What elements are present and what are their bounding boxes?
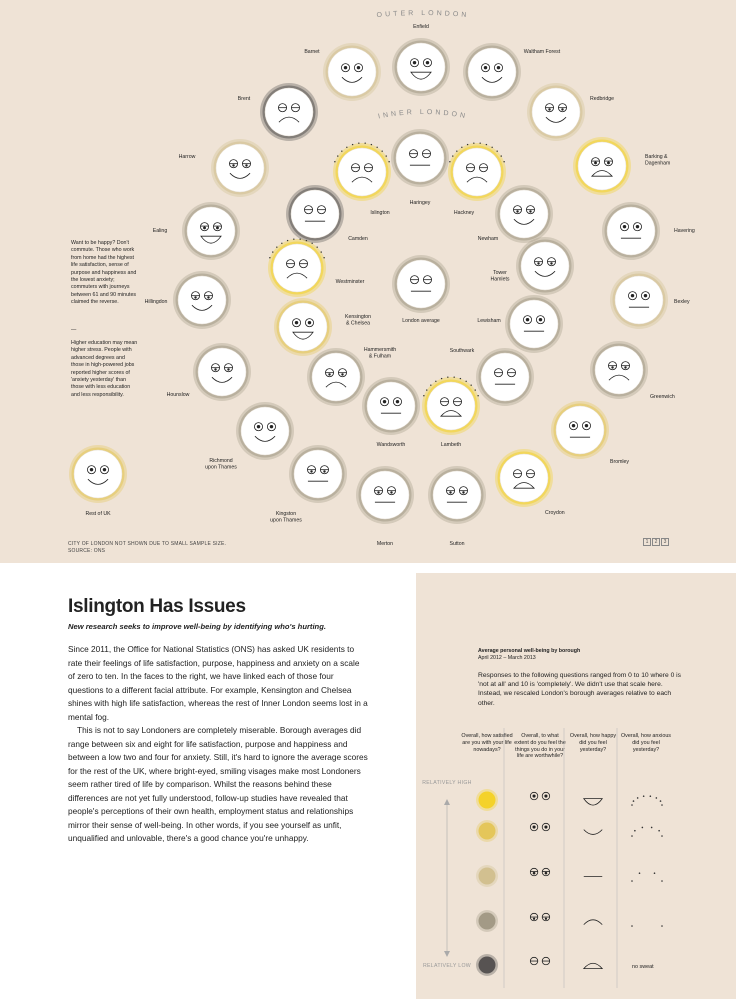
borough-label: Harrow — [178, 154, 196, 160]
borough-label: Barnet — [304, 49, 320, 55]
borough-label: Enfield — [413, 24, 429, 30]
legend-title: Average personal well-being by borough — [478, 648, 581, 654]
borough-label: Waltham Forest — [523, 49, 561, 55]
legend-mouth — [584, 830, 602, 835]
borough-label: Bexley — [674, 299, 690, 305]
page-1[interactable]: 1 — [643, 538, 651, 546]
borough-label: Hackney — [453, 210, 475, 216]
face-camden — [286, 185, 344, 243]
legend-eyes — [530, 957, 549, 964]
face-london-average — [392, 255, 450, 313]
face-newham — [495, 185, 553, 243]
face-tower-hamlets — [516, 237, 574, 295]
face-islington — [333, 142, 391, 201]
legend-eyes — [530, 792, 549, 799]
education-note: Higher education may mean higher stress. People with advanced degrees and those in high-powered jobs reported higher scores of 'anxiety yesterday' than those with less education and less responsibility. — [71, 340, 138, 398]
face-bexley — [610, 271, 668, 329]
legend-sweat — [631, 925, 663, 927]
face-southwark — [476, 348, 534, 406]
borough-label: Westminster — [335, 279, 365, 285]
borough-label: upon Thames — [205, 464, 237, 471]
legend-col-anxiety: Overall, how anxious did you feel yesterday? — [620, 733, 672, 753]
borough-label: Havering — [674, 228, 695, 234]
borough-label: Islington — [370, 210, 390, 216]
borough-label: Wandsworth — [376, 442, 406, 448]
face-enfield — [392, 38, 450, 96]
borough-label: Greenwich — [650, 394, 675, 400]
borough-label: Brent — [237, 96, 251, 102]
relatively-high-label: RELATIVELY HIGH — [422, 780, 472, 786]
article-paragraph-2: This is not to say Londoners are completely miserable. Borough averages did range between six and eight for life satisfaction, purpose and happiness and between a low two and four for anxiety. Still, it's hard to ignore the average scores for the rest of the UK, where bright-eyed, smiling visages make most Londoners seem rather tired of life by comparison. Whilst the reasons behind these differences are not yet fully understood, follow-up studies have revealed that people's perceptions of their own health, employment status and relationships mirror their sense of well-being. In other words, if you see yourself as unfit, unqualified and unlovable, there's a good chance you're unhappy. — [68, 725, 368, 843]
legend-mouth — [584, 963, 602, 968]
borough-label: Hounslow — [166, 392, 190, 398]
face-kingston-upon-thames — [289, 445, 347, 503]
borough-label: Tower — [493, 270, 507, 276]
face-westminster — [268, 238, 326, 297]
legend-satisfaction-swatch — [479, 868, 496, 885]
no-sweat-label: no sweat — [632, 964, 654, 970]
legend-satisfaction-swatch — [479, 913, 496, 930]
face-wandsworth — [362, 377, 420, 435]
page-3[interactable]: 3 — [661, 538, 669, 546]
commute-note: Want to be happy? Don't commute. Those who work from home had the highest life satisfaction, sense of purpose and happiness and the lowest anxiety; commuters with journeys between 61 and 90 minutes claimed the reverse. — [71, 240, 137, 306]
face-ealing — [182, 202, 240, 260]
borough-label: Lewisham — [477, 318, 501, 324]
borough-label: upon Thames — [270, 517, 302, 524]
face-greenwich — [590, 341, 648, 399]
face-kensington-chelsea — [274, 298, 332, 356]
legend-col-satisfaction: Overall, how satisfied are you with your life nowadays? — [461, 733, 513, 753]
page-indicator[interactable] — [643, 538, 669, 546]
face-merton — [356, 466, 414, 524]
article-dek: New research seeks to improve well-being by identifying who's hurting. — [68, 622, 326, 631]
legend-col-happiness: Overall, how happy did you feel yesterday? — [569, 733, 617, 753]
borough-label: Redbridge — [590, 96, 614, 102]
face-hillingdon — [173, 271, 231, 329]
source-line-1: CITY OF LONDON NOT SHOWN DUE TO SMALL SAMPLE SIZE. — [68, 541, 227, 547]
borough-label: Richmond — [209, 458, 233, 464]
borough-label: Hamlets — [490, 276, 510, 283]
legend-mouth — [584, 799, 602, 806]
legend-subtitle: April 2012 – March 2013 — [478, 655, 536, 661]
borough-label: Kingston — [275, 511, 297, 517]
legend-satisfaction-swatch — [479, 957, 496, 974]
face-havering — [602, 202, 660, 260]
face-hackney — [448, 142, 506, 201]
face-barking-dagenham — [573, 137, 631, 195]
borough-label: Rest of UK — [85, 511, 111, 517]
legend-arrow-up — [444, 799, 450, 805]
borough-label: & Chelsea — [346, 320, 370, 327]
borough-label: & Fulham — [368, 353, 392, 360]
face-richmond-upon-thames — [236, 402, 294, 460]
borough-label: Croydon — [545, 510, 565, 516]
face-harrow — [211, 139, 269, 197]
borough-label: Hillingdon — [144, 299, 168, 305]
borough-label: Bromley — [610, 459, 630, 465]
face-rest-of-uk — [69, 445, 127, 503]
face-bromley — [551, 401, 609, 459]
note-separator: — — [71, 327, 77, 333]
borough-label: Barking & — [645, 154, 668, 160]
face-lambeth — [422, 376, 480, 435]
borough-label: Kensington — [345, 314, 371, 320]
legend-panel — [416, 573, 736, 999]
legend-satisfaction-swatch — [479, 792, 496, 809]
face-haringey — [391, 129, 449, 187]
face-hounslow — [193, 343, 251, 401]
legend-sweat — [631, 827, 663, 837]
legend-arrow-down — [444, 951, 450, 957]
face-brent — [260, 83, 318, 141]
borough-label: Lambeth — [440, 442, 462, 448]
inner-london-title: INNER LONDON — [377, 108, 469, 121]
legend-eyes — [530, 868, 549, 875]
legend-eyes — [530, 823, 549, 830]
borough-label: Ealing — [152, 228, 168, 234]
face-redbridge — [527, 83, 585, 141]
borough-label: Hammersmith — [363, 347, 397, 353]
legend-mouth — [584, 920, 602, 925]
article-title: Islington Has Issues — [68, 596, 246, 617]
legend-eyes — [530, 913, 549, 920]
face-sutton — [428, 466, 486, 524]
article-paragraph-1: Since 2011, the Office for National Statistics (ONS) has asked UK residents to rate their feelings of life satisfaction, purpose, happiness and anxiety on a scale of zero to ten. In the faces to the right, we have linked each of those four questions to a different facial attribute. For example, Kensington and Chelsea shines with high life satisfaction, whereas the rest of Inner London seems lost in a mental fog. — [68, 644, 368, 722]
source-line-2: SOURCE: ONS — [68, 548, 106, 554]
legend-description: Responses to the following questions ranged from 0 to 10 where 0 is 'not at all' and 10 is 'completely'. We didn't use that scale here. Instead, we rescaled London's borough averages relative to each other. — [478, 672, 681, 707]
face-waltham-forest — [463, 43, 521, 101]
legend-col-purpose: Overall, to what extent do you feel the things you do in your life are worthwhile? — [514, 733, 566, 760]
borough-label: Southwark — [449, 348, 475, 354]
face-lewisham — [505, 295, 563, 353]
borough-label: Dagenham — [645, 160, 671, 167]
article — [68, 596, 368, 846]
legend-svg — [416, 573, 736, 999]
legend-sweat — [631, 872, 663, 881]
borough-label: Camden — [348, 236, 368, 242]
borough-label: Haringey — [409, 200, 431, 206]
borough-label: London average — [402, 318, 440, 324]
borough-label: Sutton — [449, 541, 465, 547]
relatively-low-label: RELATIVELY LOW — [422, 963, 472, 969]
face-croydon — [495, 449, 553, 507]
face-barnet — [323, 43, 381, 101]
legend-satisfaction-swatch — [479, 823, 496, 840]
borough-label: Newham — [477, 236, 499, 242]
legend-sweat — [631, 795, 663, 805]
borough-label: Merton — [376, 541, 394, 547]
outer-london-title: OUTER LONDON — [376, 9, 470, 20]
page-2[interactable]: 2 — [652, 538, 660, 546]
face-hammersmith-fulham — [307, 348, 365, 406]
